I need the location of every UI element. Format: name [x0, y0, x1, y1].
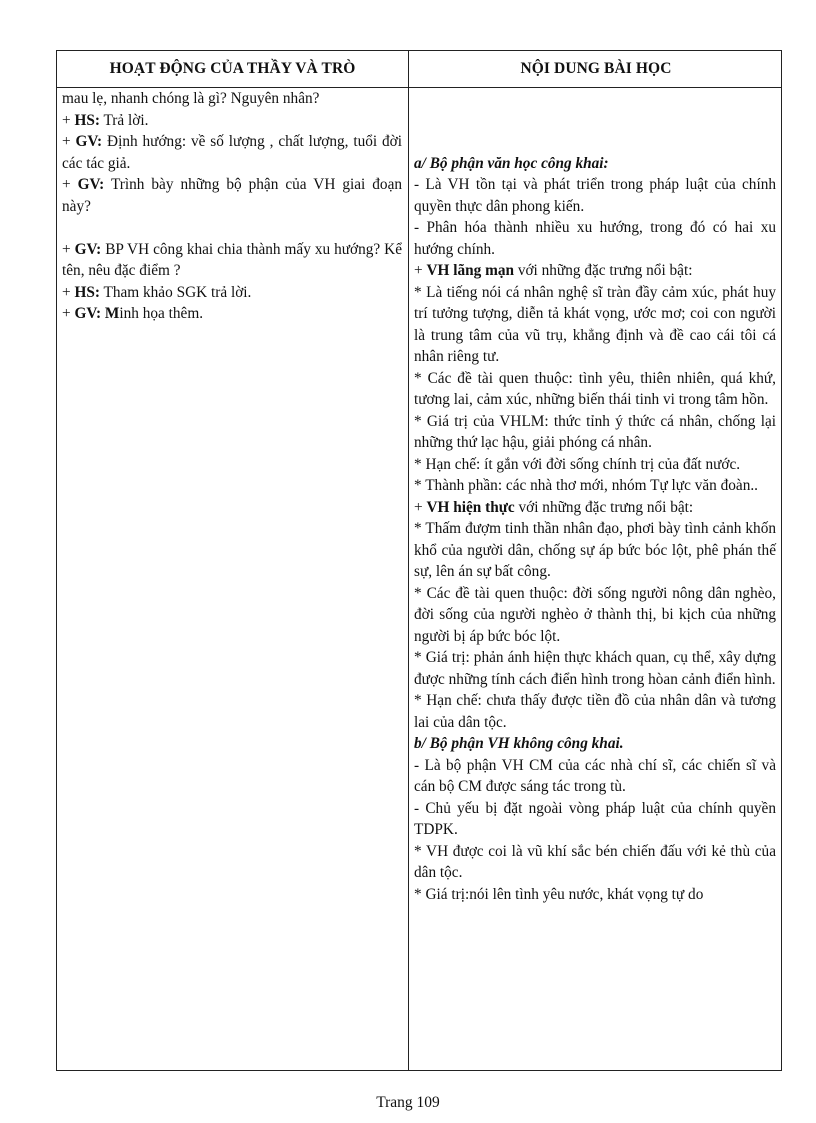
content-column	[414, 88, 776, 905]
content-paragraph: * Giá trị:nói lên tình yêu nước, khát vọng tự do	[414, 885, 704, 903]
content-paragraph: * Là tiếng nói cá nhân nghệ sĩ tràn đầy cảm xúc, phát huy trí tưởng tượng, diễn tả khát vọng, ước mơ; coi con người là trung tâm của vũ trụ, khẳng định và đề cao cái tôi cá nhân riêng tư.	[414, 283, 776, 365]
lesson-table	[56, 50, 782, 1071]
content-paragraph: - Chủ yếu bị đặt ngoài vòng pháp luật của chính quyền TDPK.	[414, 799, 776, 838]
content-paragraph: * Thấm đượm tinh thần nhân đạo, phơi bày tình cảnh khốn khổ của người dân, chống sự áp bức bóc lột, phê phán thế sự, lên án sự bất công.	[414, 520, 776, 580]
activity-line: + GV: BP VH công khai chia thành mấy xu hướng? Kể tên, nêu đặc điểm ?	[62, 240, 403, 279]
activity-line: + GV: Trình bày những bộ phận của VH giai đoạn này?	[62, 176, 403, 215]
header-teacher-student-activities: HOẠT ĐỘNG CỦA THẦY VÀ TRÒ	[109, 60, 356, 77]
content-paragraph: + VH lãng mạn với những đặc trưng nổi bật:	[414, 262, 693, 279]
content-paragraph: * VH được coi là vũ khí sắc bén chiến đấu với kẻ thù của dân tộc.	[414, 842, 776, 881]
activity-line: mau lẹ, nhanh chóng là gì? Nguyên nhân?	[62, 90, 320, 107]
content-paragraph: - Là VH tồn tại và phát triển trong pháp luật của chính quyền thực dân phong kiến.	[414, 176, 776, 215]
content-paragraph: * Giá trị: phản ánh hiện thực khách quan, cụ thể, xây dựng được những tính cách điển hình trong hòan cảnh điển hình.	[414, 649, 776, 688]
content-paragraph: * Thành phần: các nhà thơ mới, nhóm Tự lực văn đoàn..	[414, 477, 759, 494]
activity-line: + HS: Tham khảo SGK trả lời.	[62, 283, 252, 301]
section-heading: a/ Bộ phận văn học công khai:	[414, 154, 609, 172]
activities-column	[62, 88, 402, 325]
activity-line: + HS: Trả lời.	[62, 111, 149, 129]
content-paragraph: + VH hiện thực với những đặc trưng nổi bật:	[414, 498, 694, 516]
activity-line: + GV: Minh họa thêm.	[62, 305, 204, 322]
content-paragraph: * Các đề tài quen thuộc: tình yêu, thiên nhiên, quá khứ, tương lai, cảm xúc, những biến thái tinh vi trong tâm hồn.	[414, 369, 776, 408]
column-divider	[408, 51, 409, 1070]
content-paragraph: * Các đề tài quen thuộc: đời sống người nông dân nghèo, đời sống của người nghèo ở thành thị, bi kịch của những người bị áp bức bóc lột.	[414, 584, 776, 645]
content-paragraph: - Phân hóa thành nhiều xu hướng, trong đó có hai xu hướng chính.	[414, 219, 776, 258]
content-paragraph: * Hạn chế: chưa thấy được tiền đồ của nhân dân và tương lai của dân tộc.	[414, 692, 776, 731]
header-lesson-content: NỘI DUNG BÀI HỌC	[520, 60, 672, 77]
content-paragraph: * Giá trị của VHLM: thức tỉnh ý thức cá nhân, chống lại những thứ lạc hậu, giải phóng cá nhân.	[414, 412, 776, 451]
page-number: Trang 109	[376, 1094, 440, 1111]
content-paragraph: * Hạn chế: ít gắn với đời sống chính trị của đất nước.	[414, 455, 741, 473]
content-paragraph: - Là bộ phận VH CM của các nhà chí sĩ, các chiến sĩ và cán bộ CM được sáng tác trong tù.	[414, 756, 776, 795]
activity-line: + GV: Định hướng: về số lượng , chất lượng, tuổi đời các tác giả.	[62, 133, 402, 172]
section-heading: b/ Bộ phận VH không công khai.	[414, 735, 624, 752]
